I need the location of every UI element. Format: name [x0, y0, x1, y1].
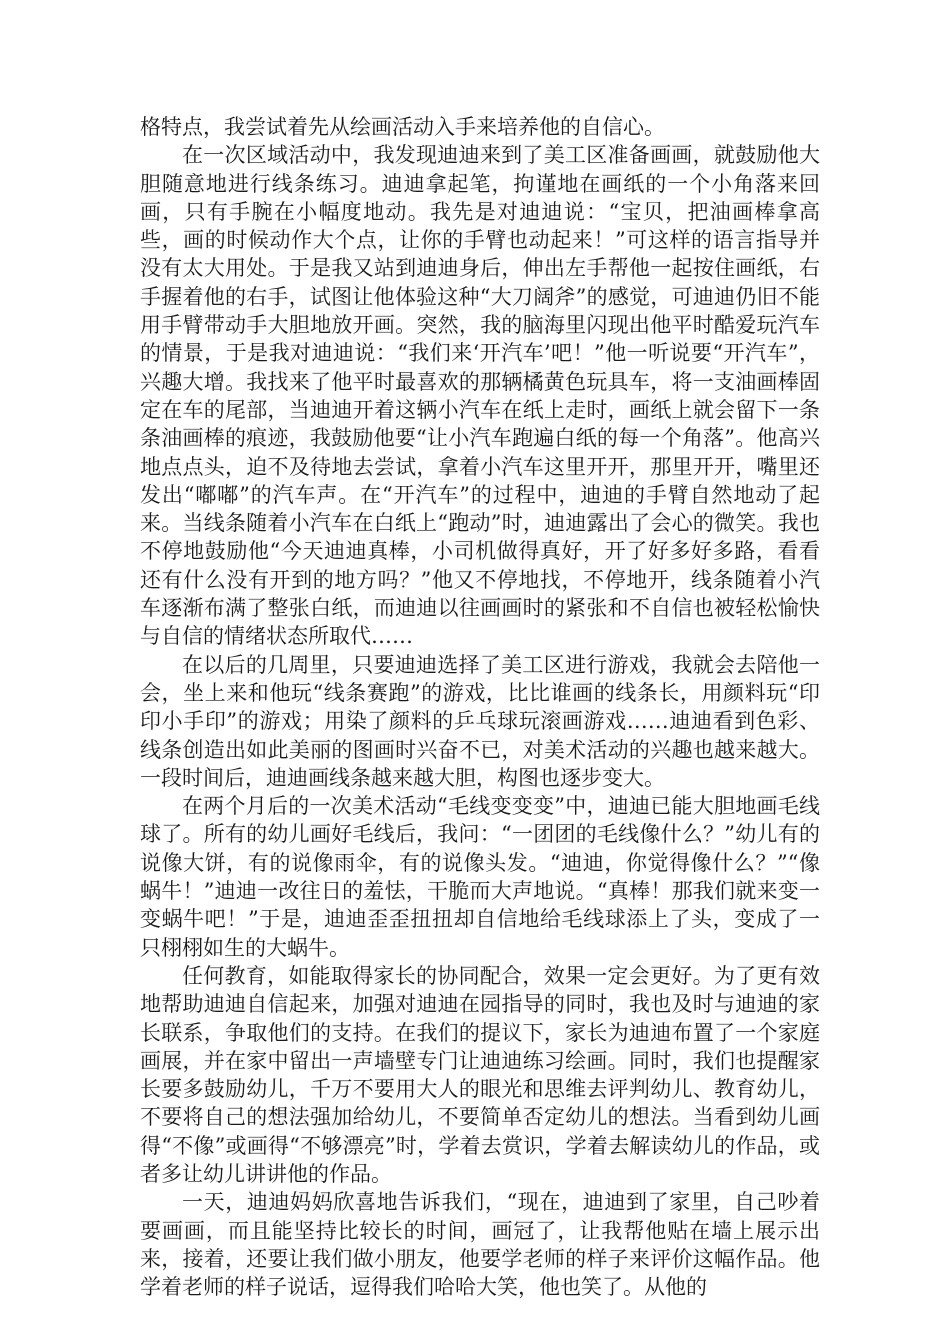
paragraph: 在一次区域活动中，我发现迪迪来到了美工区准备画画，就鼓励他大胆随意地进行线条练习。迪迪拿起笔，拘谨地在画纸的一个小角落来回画，只有手腕在小幅度地动。我先是对迪迪说：“宝贝，把油画棒拿高些，画的时候动作大个点，让你的手臂也动起来！”可这样的语言指导并没有太大用处。于是我又站到迪迪身后，伸出左手帮他一起按住画纸，右手握着他的右手，试图让他体验这种“大刀阔斧”的感觉，可迪迪仍旧不能用手臂带动手大胆地放开画。突然，我的脑海里闪现出他平时酷爱玩汽车的情景，于是我对迪迪说：“我们来‘开汽车’吧！”他一听说要“开汽车”，兴趣大增。我找来了他平时最喜欢的那辆橘黄色玩具车，将一支油画棒固定在车的尾部，当迪迪开着这辆小汽车在纸上走时，画纸上就会留下一条条油画棒的痕迹，我鼓励他要“让小汽车跑遍白纸的每一个角落”。他高兴地点点头，迫不及待地去尝试，拿着小汽车这里开开，那里开开，嘴里还发出“嘟嘟”的汽车声。在“开汽车”的过程中，迪迪的手臂自然地动了起来。当线条随着小汽车在白纸上“跑动”时，迪迪露出了会心的微笑。我也不停地鼓励他“今天迪迪真棒，小司机做得真好，开了好多好多路，看看还有什么没有开到的地方吗？”他又不停地找，不停地开，线条随着小汽车逐渐布满了整张白纸，而迪迪以往画画时的紧张和不自信也被轻松愉快与自信的情绪状态所取代…… — [140, 143, 820, 649]
paragraph: 任何教育，如能取得家长的协同配合，效果一定会更好。为了更有效地帮助迪迪自信起来，加强对迪迪在园指导的同时，我也及时与迪迪的家长联系，争取他们的支持。在我们的提议下，家长为迪迪布置了一个家庭画展，并在家中留出一声墙壁专门让迪迪练习绘画。同时，我们也提醒家长要多鼓励幼儿，千万不要用大人的眼光和思维去评判幼儿、教育幼儿，不要将自己的想法强加给幼儿，不要简单否定幼儿的想法。当看到幼儿画得“不像”或画得“不够漂亮”时，学着去赏识，学着去解读幼儿的作品，或者多让幼儿讲讲他的作品。 — [140, 963, 820, 1186]
paragraph: 格特点，我尝试着先从绘画活动入手来培养他的自信心。 — [140, 115, 665, 139]
paragraph: 一天，迪迪妈妈欣喜地告诉我们，“现在，迪迪到了家里，自己吵着要画画，而且能坚持比较长的时间，画冠了，让我帮他贴在墙上展示出来，接着，还要让我们做小朋友，他要学老师的样子来评价这幅作品。他学着老师的样子说话，逗得我们哈哈大笑，他也笑了。从他的 — [140, 1190, 820, 1300]
paragraph: 在以后的几周里，只要迪迪选择了美工区进行游戏，我就会去陪他一会，坐上来和他玩“线条赛跑”的游戏，比比谁画的线条长，用颜料玩“印印小手印”的游戏；用染了颜料的乒乓球玩滚画游戏……迪迪看到色彩、线条创造出如此美丽的图画时兴奋不已，对美术活动的兴趣也越来越大。一段时间后，迪迪画线条越来越大胆，构图也逐步变大。 — [140, 652, 820, 790]
paragraph: 在两个月后的一次美术活动“毛线变变变”中，迪迪已能大胆地画毛线球了。所有的幼儿画好毛线后，我问：“一团团的毛线像什么？”幼儿有的说像大饼，有的说像雨伞，有的说像头发。“迪迪，你觉得像什么？”“像蜗牛！”迪迪一改往日的羞怯，干脆而大声地说。“真棒！那我们就来变一变蜗牛吧！”于是，迪迪歪歪扭扭却自信地给毛线球添上了头，变成了一只栩栩如生的大蜗牛。 — [140, 794, 820, 960]
document-body — [140, 113, 820, 1301]
